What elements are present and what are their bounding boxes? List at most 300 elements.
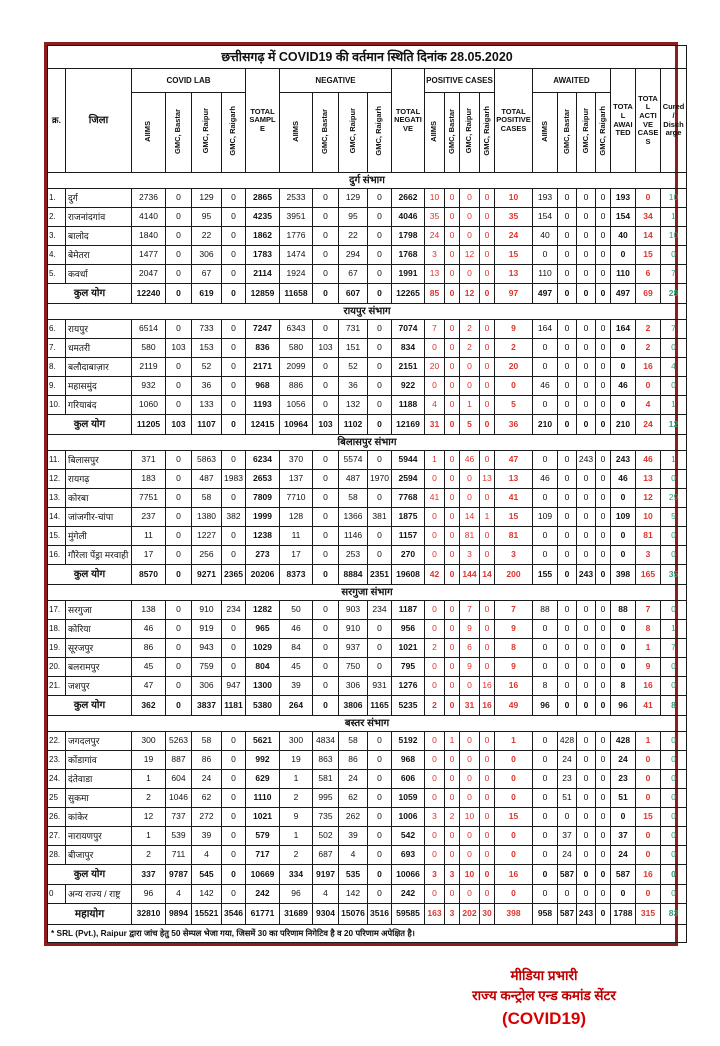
data-cell: 51 xyxy=(611,789,636,808)
data-cell: 17 xyxy=(280,546,313,565)
data-cell: 67 xyxy=(192,265,222,284)
data-cell: 14 xyxy=(636,227,661,246)
data-cell: 0 xyxy=(313,696,339,716)
data-cell: 10066 xyxy=(392,865,425,885)
data-cell: 1924 xyxy=(280,265,313,284)
data-cell: 919 xyxy=(192,620,222,639)
data-cell: 0 xyxy=(558,284,577,304)
lab-header xyxy=(222,93,246,173)
data-cell: 968 xyxy=(246,377,280,396)
data-cell: 88 xyxy=(533,601,558,620)
data-cell: 382 xyxy=(222,508,246,527)
data-cell: 0 xyxy=(596,489,611,508)
data-cell: 0 xyxy=(558,320,577,339)
data-cell: 256 xyxy=(192,546,222,565)
data-cell: 2 xyxy=(445,808,460,827)
data-cell: 0 xyxy=(577,320,596,339)
data-cell: 804 xyxy=(246,658,280,677)
data-cell: 0 xyxy=(533,396,558,415)
data-cell: 129 xyxy=(192,189,222,208)
data-cell: 0 xyxy=(222,846,246,865)
lab-header xyxy=(166,93,192,173)
total-active-header: TOTAL ACTIVE CASES xyxy=(636,69,661,173)
data-cell: 0 xyxy=(596,320,611,339)
data-cell: 11 xyxy=(280,527,313,546)
data-cell: 0 xyxy=(445,508,460,527)
data-cell: 0 xyxy=(166,658,192,677)
data-cell: 46 xyxy=(132,620,166,639)
data-cell: 0 xyxy=(495,770,533,789)
data-cell: 629 xyxy=(246,770,280,789)
data-cell: 693 xyxy=(392,846,425,865)
data-cell: 15 xyxy=(495,508,533,527)
data-cell: 0 xyxy=(222,415,246,435)
data-cell: 0 xyxy=(596,508,611,527)
data-cell: 0 xyxy=(425,770,445,789)
data-cell: 46 xyxy=(533,470,558,489)
data-cell: 0 xyxy=(577,751,596,770)
data-cell: 1 xyxy=(661,396,687,415)
data-cell: 2114 xyxy=(246,265,280,284)
data-cell: 0 xyxy=(313,620,339,639)
data-cell: 0 xyxy=(166,284,192,304)
district-cell: जगदलपुर xyxy=(66,732,132,751)
data-cell: 0 xyxy=(480,451,495,470)
data-cell: 0 xyxy=(577,770,596,789)
data-cell: 539 xyxy=(166,827,192,846)
data-cell: 0 xyxy=(596,415,611,435)
data-cell: 398 xyxy=(611,565,636,585)
data-cell: 42 xyxy=(425,565,445,585)
data-cell: 0 xyxy=(558,696,577,716)
data-cell: 86 xyxy=(132,639,166,658)
data-cell: 110 xyxy=(533,265,558,284)
data-cell: 16 xyxy=(636,358,661,377)
data-cell: 6514 xyxy=(132,320,166,339)
data-cell: 0 xyxy=(368,358,392,377)
data-cell: 0 xyxy=(596,789,611,808)
lab-label: GMC, Bastar xyxy=(320,108,330,154)
data-cell: 5 xyxy=(460,415,480,435)
data-cell: 0 xyxy=(558,808,577,827)
data-cell: 0 xyxy=(313,601,339,620)
data-cell: 0 xyxy=(445,696,460,716)
data-cell: 0 xyxy=(313,527,339,546)
data-cell: 24 xyxy=(636,415,661,435)
data-cell: 0 xyxy=(596,265,611,284)
lab-header xyxy=(425,93,445,173)
data-cell: 14 xyxy=(460,508,480,527)
data-cell: 0 xyxy=(596,546,611,565)
data-cell: 735 xyxy=(313,808,339,827)
section-header-row xyxy=(48,435,687,451)
data-cell: 0 xyxy=(596,885,611,904)
data-cell: 0 xyxy=(460,227,480,246)
data-cell: 0 xyxy=(368,208,392,227)
data-cell: 0 xyxy=(222,227,246,246)
data-cell: 210 xyxy=(533,415,558,435)
data-cell: 46 xyxy=(611,470,636,489)
data-cell: 24 xyxy=(611,751,636,770)
data-cell: 0 xyxy=(460,489,480,508)
district-cell: नारायणपुर xyxy=(66,827,132,846)
data-cell: 315 xyxy=(636,904,661,925)
data-cell: 0 xyxy=(596,620,611,639)
data-cell: 0 xyxy=(313,284,339,304)
data-cell: 0 xyxy=(480,827,495,846)
data-cell: 0 xyxy=(480,396,495,415)
data-cell: 0 xyxy=(480,770,495,789)
data-cell: 0 xyxy=(636,885,661,904)
serial-cell: 18. xyxy=(48,620,66,639)
lab-header xyxy=(339,93,368,173)
data-cell: 15076 xyxy=(339,904,368,925)
data-cell: 0 xyxy=(222,489,246,508)
cured-discharge-header: Cured / Discharge xyxy=(661,69,687,173)
data-cell: 12 xyxy=(460,284,480,304)
data-cell: 110 xyxy=(611,265,636,284)
data-cell: 7809 xyxy=(246,489,280,508)
data-cell: 0 xyxy=(445,770,460,789)
data-cell: 2533 xyxy=(280,189,313,208)
district-row xyxy=(48,470,687,489)
data-cell: 0 xyxy=(480,751,495,770)
data-cell: 0 xyxy=(222,396,246,415)
data-cell: 2119 xyxy=(132,358,166,377)
data-cell: 0 xyxy=(661,658,687,677)
district-cell: दंतेवाडा xyxy=(66,770,132,789)
data-cell: 12240 xyxy=(132,284,166,304)
data-cell: 0 xyxy=(495,846,533,865)
data-cell: 2171 xyxy=(246,358,280,377)
data-cell: 12 xyxy=(661,415,687,435)
data-cell: 0 xyxy=(611,489,636,508)
data-cell: 0 xyxy=(222,770,246,789)
data-cell: 0 xyxy=(445,827,460,846)
data-cell: 428 xyxy=(558,732,577,751)
column-group-row xyxy=(48,69,687,93)
data-cell: 607 xyxy=(339,284,368,304)
data-cell: 0 xyxy=(368,265,392,284)
data-cell: 164 xyxy=(533,320,558,339)
data-cell: 5263 xyxy=(166,732,192,751)
data-cell: 0 xyxy=(480,865,495,885)
data-cell: 0 xyxy=(611,658,636,677)
data-cell: 7 xyxy=(495,601,533,620)
data-cell: 294 xyxy=(339,246,368,265)
serial-cell: 2. xyxy=(48,208,66,227)
data-cell: 0 xyxy=(480,732,495,751)
data-cell: 0 xyxy=(445,789,460,808)
section-header-row xyxy=(48,585,687,601)
data-cell: 9 xyxy=(495,620,533,639)
serial-cell: 11. xyxy=(48,451,66,470)
serial-cell: 26. xyxy=(48,808,66,827)
data-cell: 497 xyxy=(533,284,558,304)
data-cell: 968 xyxy=(392,751,425,770)
data-cell: 0 xyxy=(313,227,339,246)
district-cell: रायपुर xyxy=(66,320,132,339)
data-cell: 9 xyxy=(280,808,313,827)
data-cell: 88 xyxy=(611,601,636,620)
data-cell: 0 xyxy=(445,470,460,489)
data-cell: 398 xyxy=(495,904,533,925)
data-cell: 0 xyxy=(480,546,495,565)
data-cell: 9271 xyxy=(192,565,222,585)
data-cell: 0 xyxy=(425,620,445,639)
data-cell: 0 xyxy=(577,415,596,435)
data-cell: 0 xyxy=(222,732,246,751)
data-cell: 0 xyxy=(596,339,611,358)
data-cell: 0 xyxy=(368,339,392,358)
data-cell: 0 xyxy=(611,808,636,827)
data-cell: 545 xyxy=(192,865,222,885)
subtotal-row xyxy=(48,415,687,435)
data-cell: 0 xyxy=(166,696,192,716)
data-cell: 9 xyxy=(460,658,480,677)
data-cell: 0 xyxy=(558,358,577,377)
data-cell: 0 xyxy=(533,751,558,770)
data-cell: 0 xyxy=(596,696,611,716)
serial-cell: 1. xyxy=(48,189,66,208)
data-cell: 0 xyxy=(480,885,495,904)
data-cell: 7 xyxy=(425,320,445,339)
data-cell: 7247 xyxy=(246,320,280,339)
lab-header xyxy=(192,93,222,173)
data-cell: 1840 xyxy=(132,227,166,246)
district-row xyxy=(48,265,687,284)
data-cell: 58 xyxy=(192,489,222,508)
total-sample-header: TOTAL SAMPLE xyxy=(246,69,280,173)
data-cell: 2 xyxy=(280,846,313,865)
section-title: बस्तर संभाग xyxy=(48,716,687,732)
data-cell: 12 xyxy=(460,246,480,265)
data-cell: 36 xyxy=(192,377,222,396)
data-cell: 750 xyxy=(339,658,368,677)
data-cell: 0 xyxy=(313,639,339,658)
data-cell: 8 xyxy=(661,696,687,716)
data-cell: 22 xyxy=(192,227,222,246)
data-cell: 9197 xyxy=(313,865,339,885)
data-cell: 0 xyxy=(480,339,495,358)
data-cell: 0 xyxy=(611,246,636,265)
data-cell: 0 xyxy=(445,639,460,658)
data-cell: 0 xyxy=(368,320,392,339)
data-cell: 587 xyxy=(558,904,577,925)
district-cell: कोरिया xyxy=(66,620,132,639)
data-cell: 362 xyxy=(132,696,166,716)
data-cell: 1798 xyxy=(392,227,425,246)
data-cell: 272 xyxy=(192,808,222,827)
data-cell: 0 xyxy=(222,527,246,546)
data-cell: 731 xyxy=(339,320,368,339)
data-cell: 24 xyxy=(192,770,222,789)
data-cell: 1187 xyxy=(392,601,425,620)
data-cell: 0 xyxy=(480,246,495,265)
data-cell: 0 xyxy=(480,189,495,208)
data-cell: 0 xyxy=(222,246,246,265)
data-cell: 1783 xyxy=(246,246,280,265)
data-cell: 0 xyxy=(661,732,687,751)
data-cell: 1 xyxy=(495,732,533,751)
data-cell: 0 xyxy=(596,808,611,827)
data-cell: 487 xyxy=(339,470,368,489)
data-cell: 0 xyxy=(460,770,480,789)
data-cell: 52 xyxy=(339,358,368,377)
district-row xyxy=(48,808,687,827)
data-cell: 31689 xyxy=(280,904,313,925)
data-cell: 0 xyxy=(368,227,392,246)
group-negative: NEGATIVE xyxy=(280,69,392,93)
data-cell: 16 xyxy=(480,677,495,696)
data-cell: 0 xyxy=(166,227,192,246)
data-cell: 4 xyxy=(313,885,339,904)
data-cell: 581 xyxy=(313,770,339,789)
data-cell: 0 xyxy=(425,527,445,546)
data-cell: 995 xyxy=(313,789,339,808)
data-cell: 922 xyxy=(392,377,425,396)
data-cell: 103 xyxy=(313,339,339,358)
lab-label: AIIMS xyxy=(143,120,153,142)
data-cell: 0 xyxy=(368,527,392,546)
data-cell: 0 xyxy=(460,189,480,208)
district-row xyxy=(48,227,687,246)
data-cell: 334 xyxy=(280,865,313,885)
data-cell: 587 xyxy=(611,865,636,885)
data-cell: 41 xyxy=(425,489,445,508)
data-cell: 0 xyxy=(577,265,596,284)
data-cell: 0 xyxy=(480,527,495,546)
data-cell: 30 xyxy=(480,904,495,925)
data-cell: 0 xyxy=(222,451,246,470)
data-cell: 103 xyxy=(313,415,339,435)
data-cell: 0 xyxy=(533,789,558,808)
data-cell: 0 xyxy=(425,546,445,565)
data-cell: 16 xyxy=(495,865,533,885)
data-cell: 4 xyxy=(192,846,222,865)
data-cell: 0 xyxy=(480,808,495,827)
data-cell: 0 xyxy=(445,208,460,227)
data-cell: 0 xyxy=(425,658,445,677)
district-row xyxy=(48,751,687,770)
data-cell: 10 xyxy=(460,865,480,885)
data-cell: 137 xyxy=(280,470,313,489)
data-cell: 0 xyxy=(611,546,636,565)
data-cell: 0 xyxy=(558,470,577,489)
data-cell: 0 xyxy=(460,265,480,284)
data-cell: 0 xyxy=(636,751,661,770)
data-cell: 243 xyxy=(611,451,636,470)
data-cell: 759 xyxy=(192,658,222,677)
serial-cell: 25 xyxy=(48,789,66,808)
data-cell: 0 xyxy=(425,846,445,865)
data-cell: 242 xyxy=(392,885,425,904)
data-cell: 37 xyxy=(558,827,577,846)
data-cell: 264 xyxy=(280,696,313,716)
district-row xyxy=(48,601,687,620)
data-cell: 943 xyxy=(192,639,222,658)
serial-cell: 4. xyxy=(48,246,66,265)
lab-header xyxy=(480,93,495,173)
data-cell: 0 xyxy=(368,546,392,565)
data-cell: 19608 xyxy=(392,565,425,585)
district-cell: बालोद xyxy=(66,227,132,246)
title-row xyxy=(48,46,687,69)
data-cell: 0 xyxy=(425,885,445,904)
district-cell: बीजापुर xyxy=(66,846,132,865)
data-cell: 9 xyxy=(460,620,480,639)
data-cell: 40 xyxy=(611,227,636,246)
data-cell: 0 xyxy=(558,208,577,227)
data-cell: 3516 xyxy=(368,904,392,925)
data-cell: 1056 xyxy=(280,396,313,415)
serial-cell: 27. xyxy=(48,827,66,846)
data-cell: 10 xyxy=(425,189,445,208)
signature-org: राज्य कन्ट्रोल एन्ड कमांड सेंटर xyxy=(472,988,616,1004)
data-cell: 0 xyxy=(558,377,577,396)
data-cell: 67 xyxy=(339,265,368,284)
lab-label: AIIMS xyxy=(429,120,439,142)
grand-total-row xyxy=(48,904,687,925)
data-cell: 24 xyxy=(339,770,368,789)
data-cell: 2047 xyxy=(132,265,166,284)
data-cell: 144 xyxy=(460,565,480,585)
data-cell: 9894 xyxy=(166,904,192,925)
data-cell: 1768 xyxy=(392,246,425,265)
data-cell: 0 xyxy=(611,620,636,639)
data-cell: 0 xyxy=(166,620,192,639)
data-cell: 0 xyxy=(596,770,611,789)
data-cell: 0 xyxy=(533,732,558,751)
data-cell: 542 xyxy=(392,827,425,846)
data-cell: 0 xyxy=(368,770,392,789)
lab-header xyxy=(313,93,339,173)
lab-label: GMC, Bastar xyxy=(446,108,456,154)
data-cell: 62 xyxy=(339,789,368,808)
serial-cell: 14. xyxy=(48,508,66,527)
data-cell: 0 xyxy=(222,377,246,396)
data-cell: 0 xyxy=(480,601,495,620)
data-cell: 3 xyxy=(445,904,460,925)
data-cell: 0 xyxy=(445,246,460,265)
serial-cell: 16. xyxy=(48,546,66,565)
data-cell: 0 xyxy=(460,846,480,865)
data-cell: 0 xyxy=(425,470,445,489)
data-cell: 0 xyxy=(166,470,192,489)
data-cell: 0 xyxy=(577,527,596,546)
data-cell: 910 xyxy=(339,620,368,639)
data-cell: 5621 xyxy=(246,732,280,751)
serial-header: क्र. xyxy=(48,69,66,173)
data-cell: 0 xyxy=(368,751,392,770)
lab-label: GMC, Raigarh xyxy=(481,106,491,156)
data-cell: 243 xyxy=(577,565,596,585)
data-cell: 7 xyxy=(636,601,661,620)
data-cell: 0 xyxy=(661,846,687,865)
data-cell: 0 xyxy=(577,601,596,620)
data-cell: 1046 xyxy=(166,789,192,808)
data-cell: 0 xyxy=(558,246,577,265)
district-row xyxy=(48,639,687,658)
data-cell: 992 xyxy=(246,751,280,770)
data-cell: 1 xyxy=(636,732,661,751)
data-cell: 154 xyxy=(533,208,558,227)
data-cell: 0 xyxy=(480,658,495,677)
data-cell: 306 xyxy=(339,677,368,696)
data-cell: 306 xyxy=(192,677,222,696)
data-cell: 13 xyxy=(480,470,495,489)
data-cell: 0 xyxy=(636,770,661,789)
